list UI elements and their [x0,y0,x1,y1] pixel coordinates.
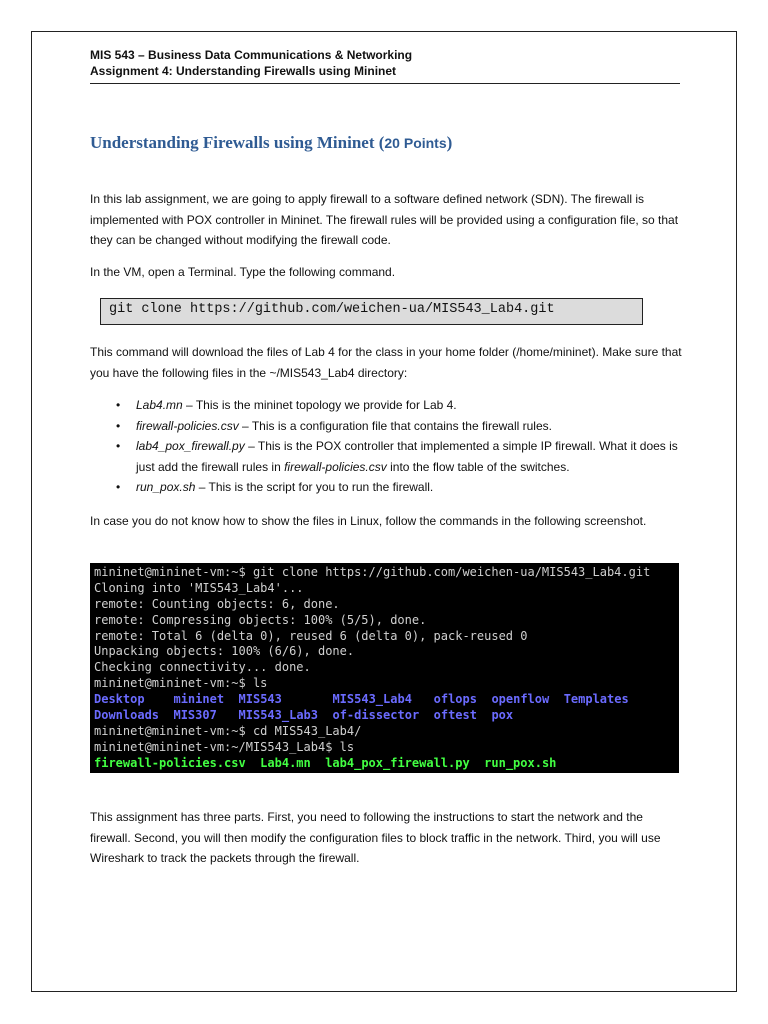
file-name-inline: firewall-policies.csv [284,459,387,474]
terminal-file-entry: openflow [491,692,550,707]
file-description: – This is the POX controller that implemented a simple IP firewall. What it does is just add the firewall rules in [136,439,678,474]
file-name: lab4_pox_firewall.py [136,439,245,453]
terminal-line: mininet@mininet-vm:~$ cd MIS543_Lab4/ [94,723,362,738]
open-terminal-paragraph: In the VM, open a Terminal. Type the following command. [90,265,396,279]
file-list [90,395,682,498]
terminal-file-entry: oflops [433,692,477,707]
course-title: MIS 543 – Business Data Communications & Networking [90,48,413,62]
terminal-ls-row [94,756,675,772]
file-name: firewall-policies.csv [136,418,239,433]
assignment-title: Assignment 4: Understanding Firewalls using Mininet [90,64,397,78]
terminal-line: Checking connectivity... done. [94,660,311,675]
header-divider [90,83,680,84]
terminal-file-entry: firewall-policies.csv [94,755,246,770]
terminal-file-entry: pox [491,708,514,723]
terminal-file-entry: oftest [433,708,477,723]
linux-help-paragraph: In case you do not know how to show the files in Linux, follow the commands in the following screenshot. [90,514,647,528]
terminal-line: remote: Compressing objects: 100% (5/5), done. [94,612,427,627]
terminal-file-entry: Lab4.mn [260,755,311,770]
terminal-line: Cloning into 'MIS543_Lab4'... [94,580,304,595]
document-title [90,133,452,153]
terminal-file-entry: Desktop [94,692,145,707]
bullet-icon: • [116,418,121,433]
title-text: Understanding Firewalls using Mininet ( [90,133,385,152]
file-name: Lab4.mn [136,398,183,412]
file-description: – This is the script for you to run the firewall. [195,480,434,494]
terminal-file-entry: Templates [563,692,629,707]
bullet-icon: • [116,480,121,494]
terminal-file-entry: run_pox.sh [484,755,557,770]
terminal-file-entry: MIS307 [173,708,217,723]
parts-paragraph: This assignment has three parts. First, you need to following the instructions to start the network and the firewall. Second, you will then modify the configuration files to block traffic in the network. Third, you will use Wireshark to track the packets through the firewall. [90,810,661,865]
list-item [90,477,682,498]
file-description-end: into the flow table of the switches. [386,459,570,474]
terminal-line: Unpacking objects: 100% (6/6), done. [94,644,355,659]
file-description: – This is a configuration file that contains the firewall rules. [238,418,552,433]
file-name: run_pox.sh [136,480,196,494]
terminal-line: remote: Total 6 (delta 0), reused 6 (delta 0), pack-reused 0 [94,628,528,643]
list-item [90,395,682,416]
terminal-file-entry: MIS543_Lab3 [238,708,319,723]
list-item [90,436,682,477]
terminal-line: remote: Counting objects: 6, done. [94,596,340,611]
title-close: ) [446,133,453,152]
terminal-screenshot [90,563,679,773]
terminal-ls-row [94,692,675,708]
terminal-file-entry: Downloads [94,708,160,723]
title-points: 20 Points [384,135,447,151]
terminal-file-entry: lab4_pox_firewall.py [325,755,470,770]
terminal-file-entry: mininet [173,692,225,707]
terminal-line: mininet@mininet-vm:~/MIS543_Lab4$ ls [94,739,355,754]
terminal-file-entry: of-dissector [332,708,420,723]
terminal-file-entry: MIS543_Lab4 [332,692,412,707]
page-header [90,47,680,79]
download-paragraph: This command will download the files of Lab 4 for the class in your home folder (/home/mininet). Make sure that you have the following files in the ~/MIS543_Lab4 directory: [90,345,682,380]
terminal-line: mininet@mininet-vm:~$ ls [94,676,268,691]
file-description: – This is the mininet topology we provide for Lab 4. [182,398,457,412]
list-item [90,416,682,437]
bullet-icon: • [116,439,121,453]
git-command-box: git clone https://github.com/weichen-ua/MIS543_Lab4.git [100,298,643,325]
terminal-ls-row [94,708,675,724]
terminal-line: mininet@mininet-vm:~$ git clone https://github.com/weichen-ua/MIS543_Lab4.git [94,565,651,579]
bullet-icon: • [116,398,121,412]
intro-paragraph: In this lab assignment, we are going to apply firewall to a software defined network (SDN). The firewall is implemented with POX controller in Mininet. The firewall rules will be provided using a configuration file, so that they can be changed without modifying the firewall code. [90,192,679,247]
terminal-file-entry: MIS543 [238,692,282,707]
